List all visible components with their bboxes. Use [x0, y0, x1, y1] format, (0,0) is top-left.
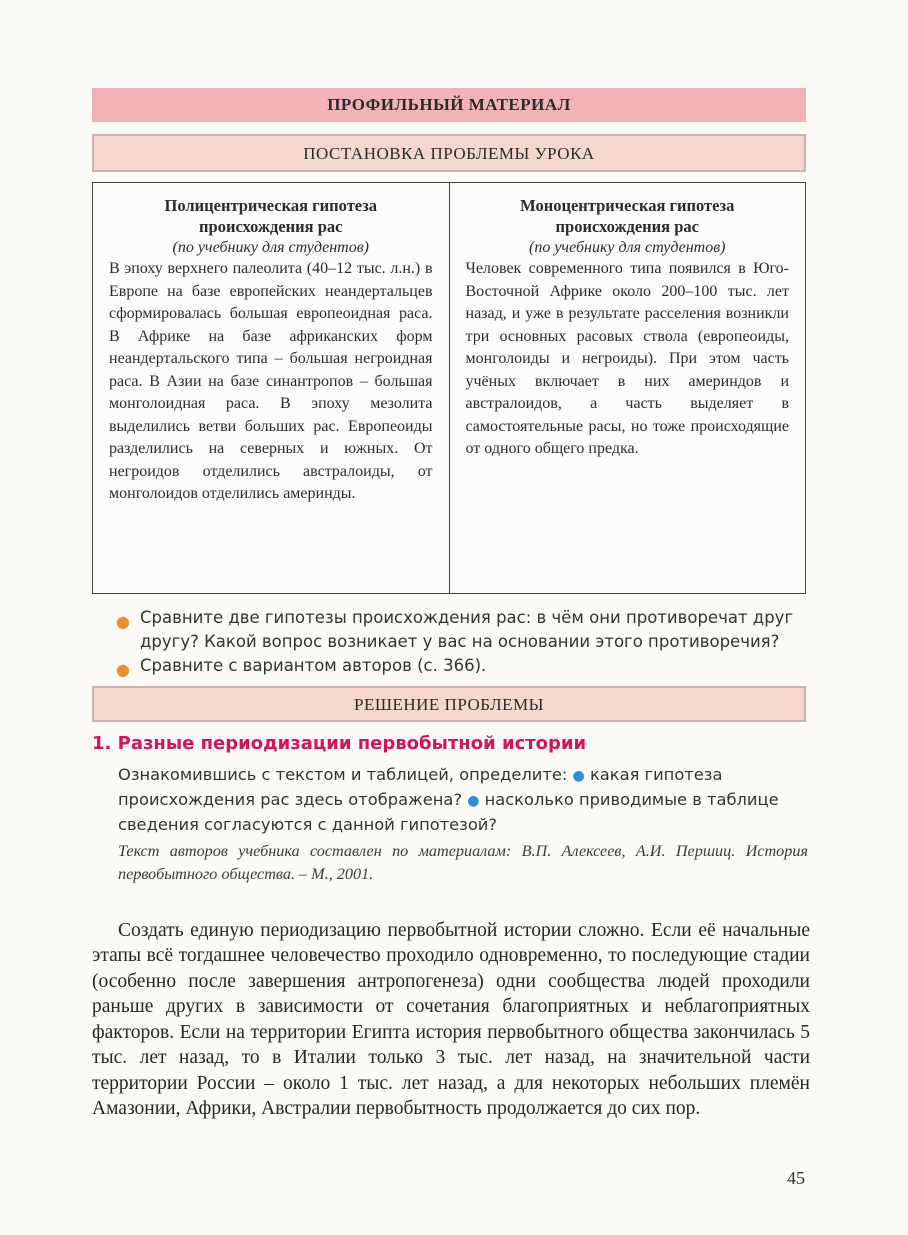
problem-solution-title: РЕШЕНИЕ ПРОБЛЕМЫ	[354, 695, 544, 714]
task-text: Сравните с вариантом авторов (с. 366).	[140, 656, 487, 675]
bullet-icon: ●	[116, 612, 130, 631]
bullet-icon: ●	[467, 793, 480, 809]
page-number: 45	[787, 1168, 805, 1188]
main-paragraph: Создать единую периодизацию первобытной истории сложно. Если её начальные этапы всё тогдашнее человечество проходило одновременно, то последующие стадии (особенно после завершения антропогенеза) одни сообщества людей проходили раньше других в зависимости от сочетания благоприятных и неблагоприятных факторов. Если на территории Египта история первобытного общества закончилась 5 тыс. лет назад, то в Италии только 3 тыс. лет назад, на значительной части территории России – около 1 тыс. лет назад, а для некоторых небольших племён Амазонии, Африки, Австралии первобытность продолжается до сих пор.	[92, 919, 810, 1119]
task-item	[110, 606, 810, 654]
monocentric-hypothesis-title	[466, 195, 790, 237]
bullet-icon: ●	[116, 660, 130, 679]
section-heading: 1. Разные периодизации первобытной истории	[92, 733, 587, 754]
assignment-question-1: какая гипотеза происхождения рас здесь отображена?	[118, 765, 723, 809]
profile-material-title: ПРОФИЛЬНЫЙ МАТЕРИАЛ	[327, 95, 571, 114]
problem-statement-title: ПОСТАНОВКА ПРОБЛЕМЫ УРОКА	[303, 144, 595, 163]
monocentric-source: (по учебнику для студентов)	[529, 239, 726, 256]
task-list	[110, 606, 810, 678]
polycentric-title-line1: Полицентрическая гипотеза	[164, 196, 378, 215]
assignment-text	[118, 763, 806, 836]
source-citation: Текст авторов учебника составлен по материалам: В.П. Алексеев, А.И. Першиц. История первобытного общества. – М., 2001.	[118, 842, 808, 883]
bullet-icon: ●	[572, 768, 585, 784]
polycentric-hypothesis-column	[93, 183, 449, 593]
monocentric-title-line2: происхождения рас	[555, 217, 699, 236]
problem-statement-header	[92, 134, 806, 172]
monocentric-hypothesis-column	[449, 183, 806, 593]
assignment-intro: Ознакомившись с текстом и таблицей, определите:	[118, 765, 568, 784]
task-text: Сравните две гипотезы происхождения рас: в чём они противоречат друг другу? Какой вопрос возникает у вас на основании этого противоречия?	[140, 608, 794, 651]
polycentric-text: В эпоху верхнего палеолита (40–12 тыс. л.н.) в Европе на базе европейских неандертальцев сформировалась большая европеоидная раса. В Африке на базе африканских форм неандертальского типа – большая негроидная раса. В Азии на базе синантропов – большая монголоидная раса. В эпоху мезолита выделились ветви больших рас. Европеоиды разделились на северных и южных. От негроидов отделились австралоиды, от монголоидов отделились америнды.	[109, 260, 433, 502]
polycentric-hypothesis-title	[109, 195, 433, 237]
profile-material-header	[92, 88, 806, 122]
hypotheses-table	[92, 182, 806, 594]
polycentric-title-line2: происхождения рас	[199, 217, 343, 236]
polycentric-source: (по учебнику для студентов)	[172, 239, 369, 256]
assignment-question-2: насколько приводимые в таблице сведения согласуются с данной гипотезой?	[118, 790, 779, 834]
monocentric-title-line1: Моноцентрическая гипотеза	[520, 196, 735, 215]
monocentric-text: Человек современного типа появился в Юго-Восточной Африке около 200–100 тыс. лет назад, и уже в результате расселения возникли три основных расовых ствола (европеоиды, монголоиды и негроиды). При этом часть учёных включает в них америндов и австралоидов, а часть выделяет в самостоятельные расы, но тоже происходящие от одного общего предка.	[465, 260, 789, 457]
problem-solution-header	[92, 686, 806, 722]
task-item	[110, 654, 810, 678]
